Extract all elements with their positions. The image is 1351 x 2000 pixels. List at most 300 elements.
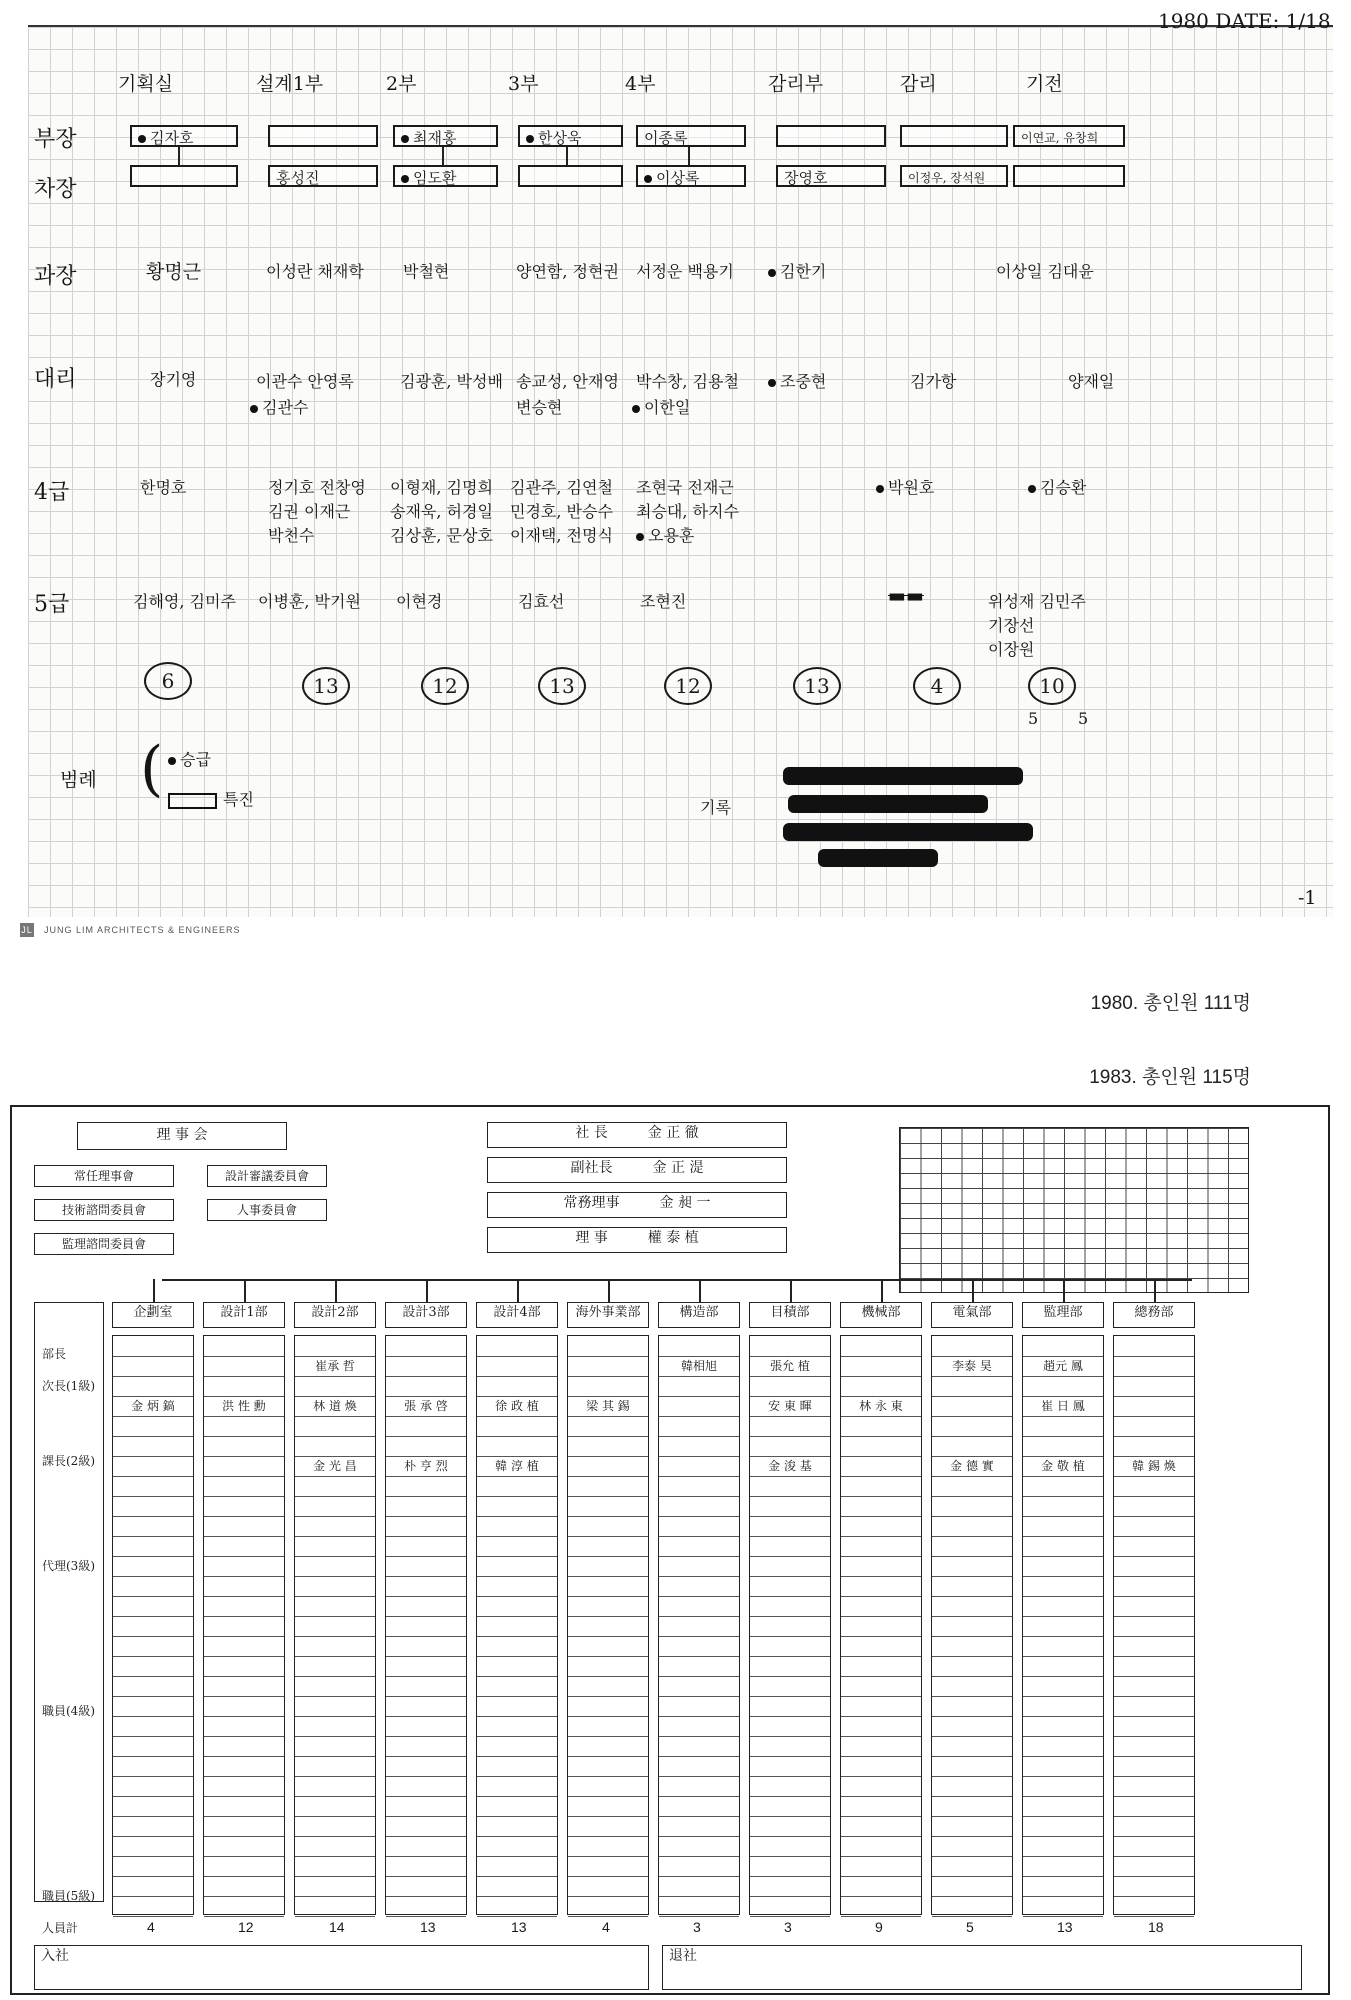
table-cell	[477, 1416, 557, 1437]
connector	[688, 147, 690, 165]
table-cell	[659, 1476, 739, 1497]
date-stamp: 1980 DATE: 1/18	[1158, 9, 1331, 33]
table-cell	[932, 1496, 1012, 1517]
org-drop-line	[1063, 1279, 1065, 1302]
table-cell	[386, 1656, 466, 1677]
table-cell	[841, 1596, 921, 1617]
table-cell	[295, 1796, 375, 1817]
gwajang-name: 박철현	[403, 262, 450, 281]
table-cell	[204, 1876, 284, 1897]
table-cell	[1023, 1536, 1103, 1557]
table-cell	[932, 1516, 1012, 1537]
table-cell	[113, 1876, 193, 1897]
table-cell	[113, 1456, 193, 1477]
connector	[178, 147, 180, 165]
table-cell	[932, 1616, 1012, 1637]
table-cell	[659, 1756, 739, 1777]
table-cell	[113, 1436, 193, 1457]
org-drop-line	[517, 1279, 519, 1302]
table-cell	[750, 1716, 830, 1737]
row-label: 次長(1級)	[42, 1379, 95, 1393]
table-cell	[932, 1376, 1012, 1397]
chajang-name: 이상록	[656, 169, 700, 187]
table-cell: 韓 錫 煥	[1114, 1456, 1194, 1477]
table-cell	[386, 1516, 466, 1537]
table-cell	[386, 1776, 466, 1797]
chajang-box	[1013, 165, 1125, 187]
daeri-name: 변승현	[516, 398, 563, 417]
table-cell	[113, 1376, 193, 1397]
table-cell	[750, 1476, 830, 1497]
dept-header-box: 電氣部	[931, 1302, 1013, 1328]
bujang-box	[268, 125, 378, 147]
table-cell	[386, 1756, 466, 1777]
table-cell	[659, 1536, 739, 1557]
table-cell	[295, 1636, 375, 1657]
table-cell	[750, 1536, 830, 1557]
table-cell	[659, 1636, 739, 1657]
table-cell	[568, 1756, 648, 1777]
exec-name: 金 正 湜	[652, 1160, 704, 1176]
table-cell	[477, 1476, 557, 1497]
table-cell	[113, 1616, 193, 1637]
table-cell	[477, 1816, 557, 1837]
table-cell	[204, 1856, 284, 1877]
table-cell	[932, 1876, 1012, 1897]
dept-header: 3부	[508, 73, 539, 95]
hire-log-label: 入社	[41, 1948, 69, 1964]
grade5-name: 이장원	[988, 640, 1035, 659]
table-cell	[386, 1356, 466, 1377]
row-label: 과장	[34, 264, 77, 289]
table-cell	[386, 1736, 466, 1757]
table-cell	[750, 1676, 830, 1697]
table-cell	[841, 1416, 921, 1437]
table-cell	[1114, 1476, 1194, 1497]
table-cell	[477, 1736, 557, 1757]
table-cell: 金 敬 植	[1023, 1456, 1103, 1477]
table-cell	[932, 1736, 1012, 1757]
table-cell: 崔 日 鳳	[1023, 1396, 1103, 1417]
table-cell	[386, 1376, 466, 1397]
table-cell	[295, 1676, 375, 1697]
exec-role: 理 事	[575, 1230, 608, 1246]
table-cell	[295, 1376, 375, 1397]
table-cell: 林 道 煥	[295, 1396, 375, 1417]
table-cell	[386, 1596, 466, 1617]
table-cell	[295, 1876, 375, 1897]
table-cell	[659, 1676, 739, 1697]
table-cell	[1114, 1816, 1194, 1837]
promotion-dot	[401, 135, 409, 143]
table-cell	[841, 1796, 921, 1817]
chajang-box	[900, 165, 1008, 187]
table-cell	[568, 1896, 648, 1917]
table-cell	[659, 1696, 739, 1717]
dept-column	[385, 1335, 467, 1915]
table-cell	[659, 1376, 739, 1397]
grade4-name: 이형재, 김명희	[390, 478, 493, 497]
table-cell	[659, 1736, 739, 1757]
daeri-name-text: 이한일	[644, 398, 691, 417]
table-cell	[1023, 1856, 1103, 1877]
chajang-box	[518, 165, 623, 187]
table-cell	[1114, 1356, 1194, 1377]
caption-1980: 1980. 총인원 111명	[1090, 993, 1251, 1014]
dept-header-box: 設計2部	[294, 1302, 376, 1328]
table-cell	[568, 1376, 648, 1397]
table-cell	[1023, 1676, 1103, 1697]
table-cell	[659, 1576, 739, 1597]
table-cell	[932, 1756, 1012, 1777]
table-cell	[568, 1496, 648, 1517]
headcount-value: 14	[329, 1919, 345, 1935]
table-cell	[295, 1896, 375, 1917]
table-cell	[932, 1856, 1012, 1877]
table-cell: 金 光 昌	[295, 1456, 375, 1477]
table-cell	[568, 1816, 648, 1837]
legend-promotion	[168, 747, 211, 770]
table-cell	[386, 1336, 466, 1357]
table-cell	[477, 1896, 557, 1917]
daeri-name	[632, 395, 690, 418]
table-cell	[659, 1616, 739, 1637]
daeri-name	[250, 395, 308, 418]
dept-header: 4부	[625, 73, 656, 95]
table-cell	[386, 1836, 466, 1857]
table-cell	[386, 1876, 466, 1897]
table-cell	[1114, 1496, 1194, 1517]
table-cell: 張允 植	[750, 1356, 830, 1377]
table-cell	[568, 1716, 648, 1737]
table-cell	[659, 1516, 739, 1537]
dept-column	[203, 1335, 285, 1915]
committee-box: 技術諮問委員會	[34, 1199, 174, 1221]
table-cell	[386, 1556, 466, 1577]
headcount-value: 13	[511, 1919, 527, 1935]
table-cell	[841, 1656, 921, 1677]
table-cell	[204, 1576, 284, 1597]
table-cell	[113, 1796, 193, 1817]
table-cell	[568, 1636, 648, 1657]
table-cell	[477, 1596, 557, 1617]
table-cell	[477, 1336, 557, 1357]
table-cell	[659, 1796, 739, 1817]
table-cell	[204, 1596, 284, 1617]
table-cell	[659, 1436, 739, 1457]
table-cell	[841, 1536, 921, 1557]
table-cell	[1023, 1876, 1103, 1897]
grade5-name: 기장선	[988, 616, 1035, 635]
table-cell	[1023, 1376, 1103, 1397]
org-drop-line	[790, 1279, 792, 1302]
dept-header: 기획실	[118, 73, 174, 95]
table-cell: 趙元 鳳	[1023, 1356, 1103, 1377]
org-drop-line	[972, 1279, 974, 1302]
table-cell	[568, 1656, 648, 1677]
table-cell	[1114, 1716, 1194, 1737]
table-cell	[477, 1656, 557, 1677]
daeri-name	[768, 369, 826, 392]
bujang-box	[130, 125, 238, 147]
table-cell	[568, 1356, 648, 1377]
table-cell	[841, 1836, 921, 1857]
dept-header: 기전	[1026, 73, 1063, 95]
grade4-name: 조현국 전재근	[636, 478, 734, 497]
table-cell	[386, 1436, 466, 1457]
table-cell	[841, 1756, 921, 1777]
table-cell	[568, 1736, 648, 1757]
table-cell	[1023, 1616, 1103, 1637]
grade5-name: 김효선	[518, 592, 565, 611]
table-cell	[1023, 1596, 1103, 1617]
table-cell	[568, 1576, 648, 1597]
table-cell	[204, 1896, 284, 1917]
org-drop-line	[426, 1279, 428, 1302]
table-cell	[204, 1836, 284, 1857]
company-footer	[20, 923, 241, 937]
table-cell	[477, 1876, 557, 1897]
table-cell	[295, 1436, 375, 1457]
dept-total: 13	[793, 667, 841, 705]
table-cell	[386, 1416, 466, 1437]
table-cell	[659, 1876, 739, 1897]
table-cell	[750, 1516, 830, 1537]
table-cell	[932, 1656, 1012, 1677]
table-cell	[750, 1336, 830, 1357]
table-cell	[1114, 1556, 1194, 1577]
table-cell	[386, 1696, 466, 1717]
dept-column	[112, 1335, 194, 1915]
legend-promotion-text: 승급	[180, 750, 211, 769]
org-drop-line	[608, 1279, 610, 1302]
table-cell	[113, 1776, 193, 1797]
exec-box	[487, 1227, 787, 1253]
table-cell	[1023, 1756, 1103, 1777]
table-cell	[1114, 1876, 1194, 1897]
row-label: 課長(2級)	[42, 1454, 95, 1468]
table-cell	[386, 1576, 466, 1597]
table-cell	[477, 1356, 557, 1377]
table-cell	[1114, 1836, 1194, 1857]
daeri-name: 송교성, 안재영	[516, 372, 619, 391]
daeri-name: 양재일	[1068, 372, 1115, 391]
table-cell	[750, 1496, 830, 1517]
grade4-name	[636, 523, 694, 546]
dept-header: 2부	[386, 73, 417, 95]
table-cell	[659, 1396, 739, 1417]
table-cell	[750, 1416, 830, 1437]
table-cell	[204, 1636, 284, 1657]
table-cell	[1023, 1496, 1103, 1517]
table-cell: 金 浚 基	[750, 1456, 830, 1477]
table-cell	[932, 1416, 1012, 1437]
table-cell	[932, 1576, 1012, 1597]
org-drop-line	[153, 1279, 155, 1302]
table-cell	[1114, 1736, 1194, 1757]
table-cell	[386, 1896, 466, 1917]
table-cell	[659, 1716, 739, 1737]
chajang-name: 임도환	[413, 169, 457, 187]
exec-box	[487, 1192, 787, 1218]
daeri-name-text: 조중현	[780, 372, 827, 391]
promotion-dot	[768, 269, 776, 277]
committee-box: 設計審議委員會	[207, 1165, 327, 1187]
table-cell	[113, 1836, 193, 1857]
table-cell	[1023, 1656, 1103, 1677]
table-cell	[1023, 1516, 1103, 1537]
table-cell	[113, 1676, 193, 1697]
gwajang-name: 양연함, 정현권	[516, 262, 619, 281]
dept-header-box: 監理部	[1022, 1302, 1104, 1328]
chajang-name: 장영호	[784, 169, 828, 187]
table-cell	[568, 1516, 648, 1537]
table-cell	[750, 1736, 830, 1757]
table-cell	[1023, 1896, 1103, 1917]
promotion-dot	[632, 405, 640, 413]
table-cell	[295, 1476, 375, 1497]
sub-total: 5	[1078, 709, 1089, 728]
table-cell	[841, 1716, 921, 1737]
signature-label: 기록	[700, 798, 731, 817]
table-cell	[113, 1696, 193, 1717]
table-cell	[477, 1376, 557, 1397]
dept-total: 13	[302, 667, 350, 705]
daeri-name: 김가항	[910, 372, 957, 391]
table-cell	[295, 1756, 375, 1777]
page-number: -1	[1298, 887, 1317, 909]
table-cell	[1114, 1396, 1194, 1417]
table-cell	[750, 1556, 830, 1577]
table-cell	[659, 1336, 739, 1357]
promotion-dot	[644, 175, 652, 183]
table-cell	[113, 1656, 193, 1677]
table-cell	[568, 1416, 648, 1437]
table-cell	[932, 1556, 1012, 1577]
promotion-dot	[138, 135, 146, 143]
table-cell	[568, 1796, 648, 1817]
table-cell	[204, 1356, 284, 1377]
table-cell	[386, 1816, 466, 1837]
table-cell	[568, 1456, 648, 1477]
promotion-dot	[768, 379, 776, 387]
row-label: 대리	[34, 367, 77, 392]
caption-1983: 1983. 총인원 115명	[1089, 1067, 1251, 1088]
table-cell	[750, 1816, 830, 1837]
table-cell	[841, 1476, 921, 1497]
table-cell: 李泰 昊	[932, 1356, 1012, 1377]
table-cell	[477, 1756, 557, 1777]
table-cell	[932, 1596, 1012, 1617]
grade4-name-text: 박원호	[888, 478, 935, 497]
table-cell	[750, 1636, 830, 1657]
table-cell	[204, 1556, 284, 1577]
grade5-name: 이병훈, 박기원	[258, 592, 361, 611]
table-cell: 韓 淳 植	[477, 1456, 557, 1477]
table-cell	[386, 1536, 466, 1557]
table-cell	[204, 1716, 284, 1737]
table-cell	[113, 1576, 193, 1597]
promotion-dot	[250, 405, 258, 413]
chajang-name: 이정우, 장석원	[908, 171, 986, 185]
grade4-name	[876, 475, 934, 498]
bujang-name: 이종록	[644, 129, 688, 147]
dept-header-box: 企劃室	[112, 1302, 194, 1328]
dept-header-box: 海外事業部	[567, 1302, 649, 1328]
table-cell	[477, 1696, 557, 1717]
dept-header-box: 設計1部	[203, 1302, 285, 1328]
legend-label: 범례	[60, 769, 97, 791]
table-cell	[1023, 1636, 1103, 1657]
table-cell	[841, 1876, 921, 1897]
table-cell	[1023, 1436, 1103, 1457]
table-cell	[386, 1636, 466, 1657]
legend-special	[168, 787, 254, 810]
table-cell	[204, 1776, 284, 1797]
bujang-box	[900, 125, 1008, 147]
dept-header-box: 構造部	[658, 1302, 740, 1328]
dept-total: 6	[144, 662, 192, 700]
table-cell	[659, 1896, 739, 1917]
org-chart-1983-sheet	[10, 1105, 1330, 1995]
table-cell	[841, 1496, 921, 1517]
table-cell	[1023, 1696, 1103, 1717]
table-cell: 金 德 實	[932, 1456, 1012, 1477]
table-cell	[113, 1856, 193, 1877]
table-cell	[841, 1436, 921, 1457]
table-cell	[1114, 1896, 1194, 1917]
chajang-name: 홍성진	[276, 169, 320, 187]
table-cell	[932, 1396, 1012, 1417]
table-cell	[1023, 1796, 1103, 1817]
table-cell	[932, 1796, 1012, 1817]
table-cell	[1114, 1336, 1194, 1357]
table-cell	[1114, 1416, 1194, 1437]
headcount-value: 5	[966, 1919, 974, 1935]
table-cell	[932, 1676, 1012, 1697]
connector	[442, 147, 444, 165]
table-cell	[113, 1736, 193, 1757]
gwajang-name	[768, 259, 826, 282]
dept-total: 4	[913, 667, 961, 705]
chajang-box	[393, 165, 498, 187]
table-cell	[113, 1516, 193, 1537]
table-cell	[750, 1876, 830, 1897]
table-cell: 林 永 東	[841, 1396, 921, 1417]
dept-header-box: 總務部	[1113, 1302, 1195, 1328]
chajang-box	[636, 165, 746, 187]
headcount-value: 3	[693, 1919, 701, 1935]
table-cell	[204, 1436, 284, 1457]
committee-box: 監理諮問委員會	[34, 1233, 174, 1255]
gwajang-name: 서정운 백용기	[636, 262, 734, 281]
table-cell: 張 承 啓	[386, 1396, 466, 1417]
table-cell: 韓相旭	[659, 1356, 739, 1377]
table-cell	[659, 1456, 739, 1477]
table-cell	[295, 1816, 375, 1837]
dept-column	[931, 1335, 1013, 1915]
table-cell	[750, 1696, 830, 1717]
table-cell	[841, 1856, 921, 1877]
table-cell	[659, 1856, 739, 1877]
dept-column	[294, 1335, 376, 1915]
committee-box: 常任理事會	[34, 1165, 174, 1187]
table-cell	[841, 1336, 921, 1357]
dept-column	[749, 1335, 831, 1915]
table-cell	[568, 1556, 648, 1577]
dept-header-box: 目積部	[749, 1302, 831, 1328]
table-cell	[659, 1776, 739, 1797]
